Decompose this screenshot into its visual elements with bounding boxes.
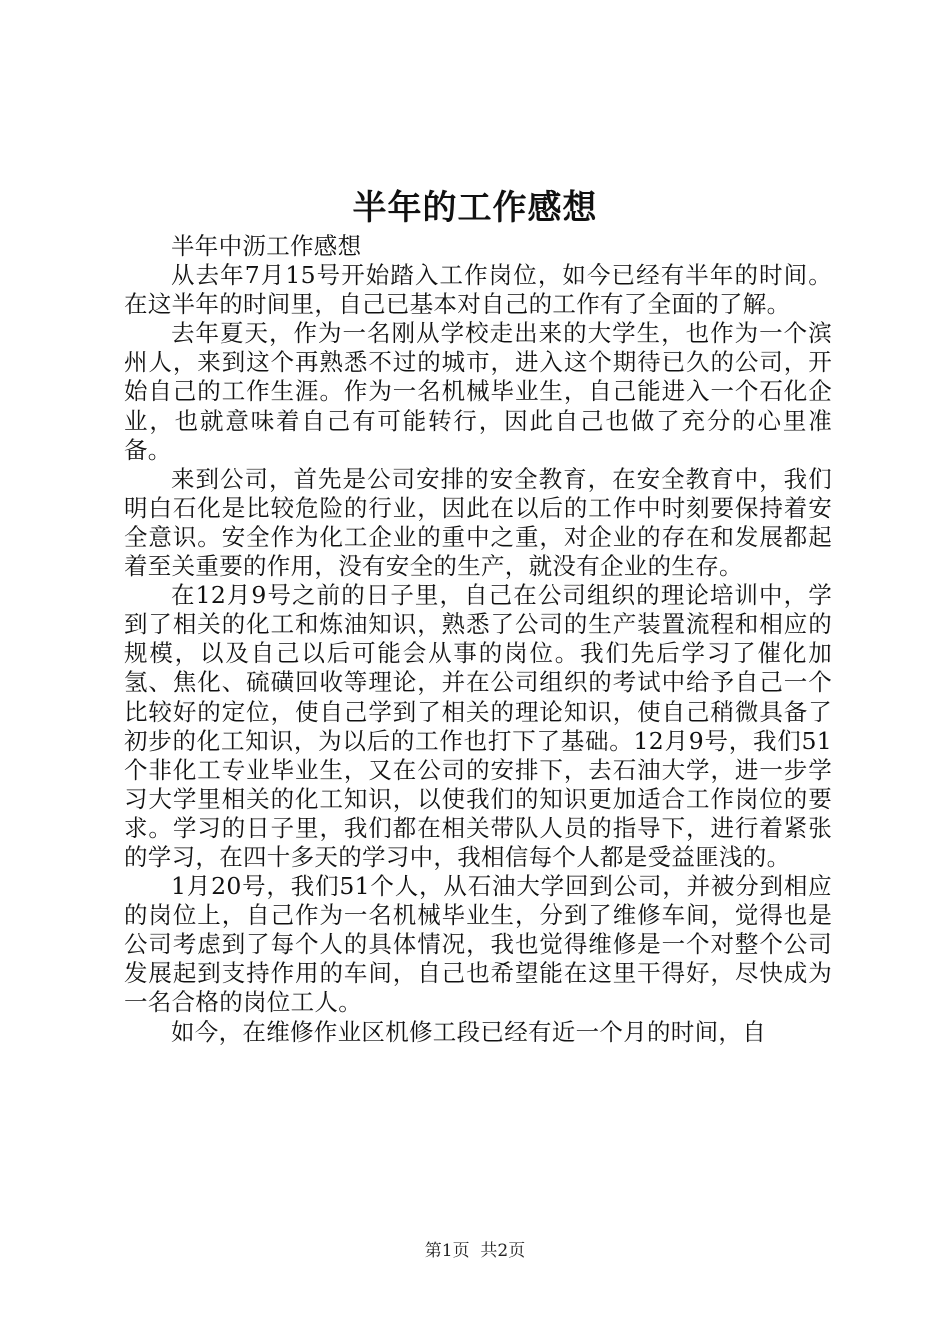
paragraph: 1月20号，我们51个人，从石油大学回到公司，并被分到相应的岗位上，自己作为一名机械毕业生，分到了维修车间，觉得也是公司考虑到了每个人的具体情况，我也觉得维修是一个对整个公司发展起到支持作用的车间，自己也希望能在这里干得好，尽快成为一名合格的岗位工人。 (124, 872, 832, 1017)
document-body (124, 232, 832, 1047)
paragraph: 去年夏天，作为一名刚从学校走出来的大学生，也作为一个滨州人，来到这个再熟悉不过的城市，进入这个期待已久的公司，开始自己的工作生涯。作为一名机械毕业生，自己能进入一个石化企业，也就意味着自己有可能转行，因此自己也做了充分的心里准备。 (124, 319, 832, 464)
page-total: 共2页 (480, 1241, 526, 1261)
paragraph: 从去年7月15号开始踏入工作岗位，如今已经有半年的时间。在这半年的时间里，自己已基本对自己的工作有了全面的了解。 (124, 261, 832, 319)
document-subtitle: 半年中沥工作感想 (171, 232, 362, 260)
page-footer (0, 1239, 950, 1263)
footer-separator (470, 1241, 481, 1261)
paragraph: 在12月9号之前的日子里，自己在公司组织的理论培训中，学到了相关的化工和炼油知识，熟悉了公司的生产装置流程和相应的规模，以及自己以后可能会从事的岗位。我们先后学习了催化加氢、焦化、硫磺回收等理论，并在公司组织的考试中给予自己一个比较好的定位，使自己学到了相关的理论知识，使自己稍微具备了初步的化工知识，为以后的工作也打下了基础。12月9号，我们51个非化工专业毕业生，又在公司的安排下，去石油大学，进一步学习大学里相关的化工知识，以使我们的知识更加适合工作岗位的要求。学习的日子里，我们都在相关带队人员的指导下，进行着紧张的学习，在四十多天的学习中，我相信每个人都是受益匪浅的。 (124, 581, 832, 871)
page-number: 第1页 (424, 1241, 470, 1261)
paragraph: 来到公司，首先是公司安排的安全教育，在安全教育中，我们明白石化是比较危险的行业，因此在以后的工作中时刻要保持着安全意识。安全作为化工企业的重中之重，对企业的存在和发展都起着至关重要的作用，没有安全的生产，就没有企业的生存。 (124, 464, 832, 581)
document-title: 半年的工作感想 (352, 188, 598, 228)
paragraph: 如今，在维修作业区机修工段已经有近一个月的时间，自 (171, 1017, 766, 1046)
